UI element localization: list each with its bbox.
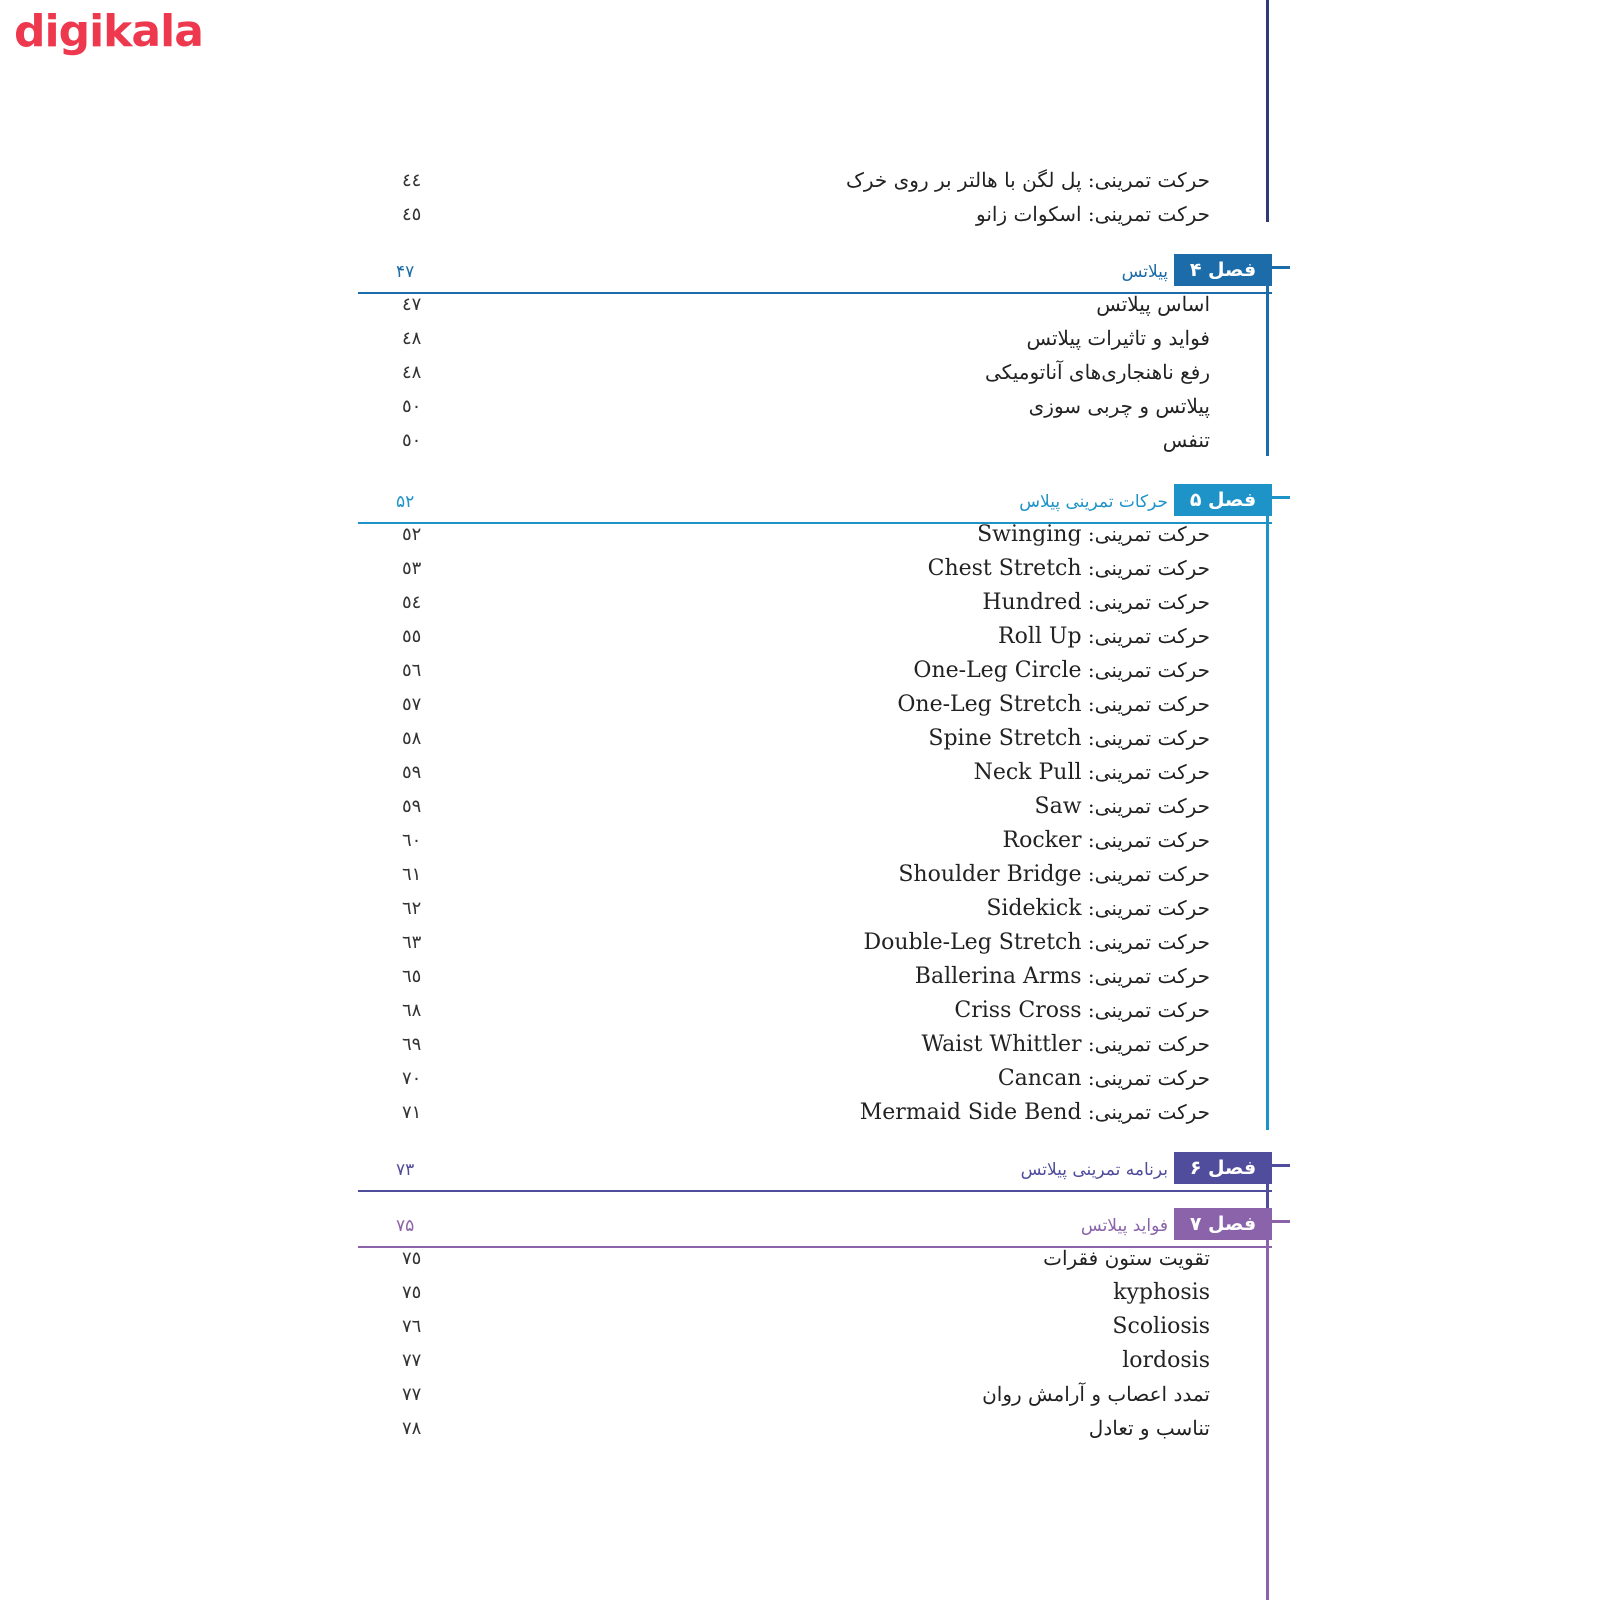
toc-entry[interactable] <box>380 200 1210 234</box>
page-number: ٧٧ <box>402 1350 422 1371</box>
entry-prefix: حرکت تمرینی: <box>1087 1032 1210 1056</box>
entry-title: تناسب و تعادل <box>1088 1416 1210 1440</box>
entry-title <box>974 760 1210 785</box>
rail-chapter4 <box>1266 268 1269 456</box>
toc-entry[interactable] <box>380 1244 1210 1278</box>
page-number: ٥٩ <box>402 762 422 783</box>
page-number: ٦٠ <box>402 830 422 851</box>
toc-entry[interactable] <box>380 792 1210 826</box>
entry-exercise-name: Mermaid Side Bend <box>859 1100 1082 1125</box>
entry-title: پیلاتس و چربی سوزی <box>1028 394 1210 418</box>
entry-title <box>915 964 1210 989</box>
entry-prefix: حرکت تمرینی: <box>1087 828 1210 852</box>
toc-entry[interactable] <box>380 826 1210 860</box>
chapter-7-page: ۷۵ <box>396 1216 415 1236</box>
toc-entry[interactable] <box>380 894 1210 928</box>
rail-top <box>1266 0 1269 222</box>
entry-title: حرکت تمرینی: اسکوات زانو <box>976 202 1210 226</box>
toc-entry[interactable] <box>380 1064 1210 1098</box>
page-number: ٤٥ <box>402 204 422 225</box>
toc-entry[interactable] <box>380 520 1210 554</box>
chapter-6-page: ۷۳ <box>396 1160 415 1180</box>
toc-entry[interactable] <box>380 1380 1210 1414</box>
entry-title <box>863 930 1210 955</box>
entry-exercise-name: One-Leg Circle <box>913 658 1082 683</box>
entry-prefix: حرکت تمرینی: <box>1087 658 1210 682</box>
entry-title <box>1003 828 1210 853</box>
page-number: ٤٨ <box>402 362 422 383</box>
entry-title: رفع ناهنجاری‌های آناتومیکی <box>984 360 1210 384</box>
toc-entry[interactable] <box>380 1098 1210 1132</box>
rail-chapter7 <box>1266 1232 1269 1600</box>
entry-prefix: حرکت تمرینی: <box>1087 760 1210 784</box>
entry-exercise-name: Hundred <box>982 590 1082 615</box>
toc-entry[interactable] <box>380 690 1210 724</box>
entry-title: lordosis <box>1122 1348 1210 1373</box>
page-number: ٦٥ <box>402 966 422 987</box>
entry-exercise-name: Swinging <box>977 522 1082 547</box>
toc-entry[interactable] <box>380 996 1210 1030</box>
entry-prefix: حرکت تمرینی: <box>1087 590 1210 614</box>
page-number: ٤٧ <box>402 294 422 315</box>
page-number: ٦٩ <box>402 1034 422 1055</box>
entry-prefix: حرکت تمرینی: <box>1087 862 1210 886</box>
entry-exercise-name: Waist Whittler <box>921 1032 1082 1057</box>
page-number: ٧٦ <box>402 1316 422 1337</box>
entry-prefix: حرکت تمرینی: <box>1087 1100 1210 1124</box>
toc-entry[interactable] <box>380 962 1210 996</box>
entry-title: Scoliosis <box>1112 1314 1210 1339</box>
entry-title <box>982 590 1210 615</box>
entry-exercise-name: Neck Pull <box>973 760 1082 785</box>
toc-entry[interactable] <box>380 1346 1210 1380</box>
entry-title: اساس پیلاتس <box>1096 292 1210 316</box>
entry-prefix: حرکت تمرینی: <box>1087 998 1210 1022</box>
entry-exercise-name: Sidekick <box>986 896 1082 921</box>
chapter-5-page: ۵۲ <box>396 492 415 512</box>
entry-title <box>913 658 1210 683</box>
entry-exercise-name: Cancan <box>997 1066 1082 1091</box>
page-number: ٧٠ <box>402 1068 422 1089</box>
page-number: ٥٦ <box>402 660 422 681</box>
toc-entry[interactable] <box>380 1414 1210 1448</box>
entry-title <box>897 692 1210 717</box>
entry-title: تقویت ستون فقرات <box>1043 1246 1210 1270</box>
page-number: ٥٩ <box>402 796 422 817</box>
toc-entry[interactable] <box>380 928 1210 962</box>
page-number: ٤٤ <box>402 170 422 191</box>
page-number: ٥٧ <box>402 694 422 715</box>
toc-entry[interactable] <box>380 656 1210 690</box>
toc-entry[interactable] <box>380 324 1210 358</box>
toc-entry[interactable] <box>380 554 1210 588</box>
entry-exercise-name: Ballerina Arms <box>914 964 1082 989</box>
page-number: ٦١ <box>402 864 422 885</box>
chapter-6-label: فصل ۶ <box>1174 1152 1272 1184</box>
toc-entry[interactable] <box>380 392 1210 426</box>
chapter-4-title: پیلاتس <box>1121 262 1168 282</box>
entry-exercise-name: Rocker <box>1002 828 1082 853</box>
entry-title <box>977 522 1210 547</box>
page-number: ٧٨ <box>402 1418 422 1439</box>
toc-entry[interactable] <box>380 1312 1210 1346</box>
entry-prefix: حرکت تمرینی: <box>1087 624 1210 648</box>
page-number: ٥٨ <box>402 728 422 749</box>
entry-title: فواید و تاثیرات پیلاتس <box>1026 326 1210 350</box>
entry-title <box>954 998 1210 1023</box>
entry-exercise-name: One-Leg Stretch <box>897 692 1082 717</box>
toc-entry[interactable] <box>380 758 1210 792</box>
chapter-4-page: ۴۷ <box>396 262 415 282</box>
page-number: ٥٢ <box>402 524 422 545</box>
page-number: ٦٢ <box>402 898 422 919</box>
chapter-7-label: فصل ۷ <box>1174 1208 1272 1240</box>
page-number: ٤٨ <box>402 328 422 349</box>
entry-exercise-name: Roll Up <box>998 624 1082 649</box>
page-number: ٧٧ <box>402 1384 422 1405</box>
page-number: ٥٣ <box>402 558 422 579</box>
toc-entry[interactable] <box>380 1030 1210 1064</box>
page-number: ٧١ <box>402 1102 422 1123</box>
toc-entry[interactable] <box>380 622 1210 656</box>
entry-exercise-name: Saw <box>1034 794 1082 819</box>
toc-entry[interactable] <box>380 724 1210 758</box>
chapter-5-label: فصل ۵ <box>1174 484 1272 516</box>
entry-exercise-name: Double-Leg Stretch <box>863 930 1082 955</box>
page-number: ٥٠ <box>402 396 422 417</box>
page-number: ٥٤ <box>402 592 422 613</box>
toc-entry[interactable] <box>380 860 1210 894</box>
entry-prefix: حرکت تمرینی: <box>1087 964 1210 988</box>
entry-exercise-name: Spine Stretch <box>928 726 1082 751</box>
toc-entry[interactable] <box>380 588 1210 622</box>
entry-prefix: حرکت تمرینی: <box>1087 556 1210 580</box>
rail-chapter5 <box>1266 498 1269 1130</box>
entry-title <box>1035 794 1210 819</box>
entry-title <box>998 1066 1210 1091</box>
page-number: ٧٥ <box>402 1248 422 1269</box>
entry-title: تمدد اعصاب و آرامش روان <box>982 1382 1210 1406</box>
toc-entry[interactable] <box>380 1278 1210 1312</box>
entry-prefix: حرکت تمرینی: <box>1087 896 1210 920</box>
chapter-5-title: حرکات تمرینی پیلاس <box>1019 492 1168 512</box>
page-number: ٦٣ <box>402 932 422 953</box>
entry-exercise-name: Chest Stretch <box>927 556 1082 581</box>
entry-prefix: حرکت تمرینی: <box>1087 522 1210 546</box>
entry-prefix: حرکت تمرینی: <box>1087 726 1210 750</box>
entry-title <box>928 726 1210 751</box>
entry-prefix: حرکت تمرینی: <box>1087 692 1210 716</box>
page-number: ٦٨ <box>402 1000 422 1021</box>
entry-title <box>986 896 1210 921</box>
chapter-5-heading[interactable] <box>358 484 1272 524</box>
toc-entry[interactable] <box>380 166 1210 200</box>
entry-title: kyphosis <box>1113 1280 1210 1305</box>
entry-title: تنفس <box>1162 428 1210 452</box>
page-number: ٥٠ <box>402 430 422 451</box>
entry-title <box>921 1032 1210 1057</box>
entry-prefix: حرکت تمرینی: <box>1087 930 1210 954</box>
entry-title <box>860 1100 1210 1125</box>
entry-title <box>928 556 1210 581</box>
entry-title <box>898 862 1210 887</box>
entry-exercise-name: Criss Cross <box>954 998 1082 1023</box>
toc-entry[interactable] <box>380 290 1210 324</box>
chapter-6-title: برنامه تمرینی پیلاتس <box>1020 1160 1168 1180</box>
chapter-4-heading[interactable] <box>358 254 1272 294</box>
page-number: ٧٥ <box>402 1282 422 1303</box>
toc-entry[interactable] <box>380 358 1210 392</box>
chapter-7-title: فواید پیلاتس <box>1080 1216 1168 1236</box>
digikala-logo: digikala <box>14 6 203 57</box>
toc-entry[interactable] <box>380 426 1210 460</box>
chapter-7-heading[interactable] <box>358 1208 1272 1248</box>
entry-prefix: حرکت تمرینی: <box>1087 794 1210 818</box>
entry-exercise-name: Shoulder Bridge <box>898 862 1082 887</box>
entry-title <box>998 624 1210 649</box>
chapter-4-label: فصل ۴ <box>1174 254 1272 286</box>
entry-prefix: حرکت تمرینی: <box>1087 1066 1210 1090</box>
entry-title: حرکت تمرینی: پل لگن با هالتر بر روی خرک <box>845 168 1210 192</box>
chapter-6-heading[interactable] <box>358 1152 1272 1192</box>
page-number: ٥٥ <box>402 626 422 647</box>
